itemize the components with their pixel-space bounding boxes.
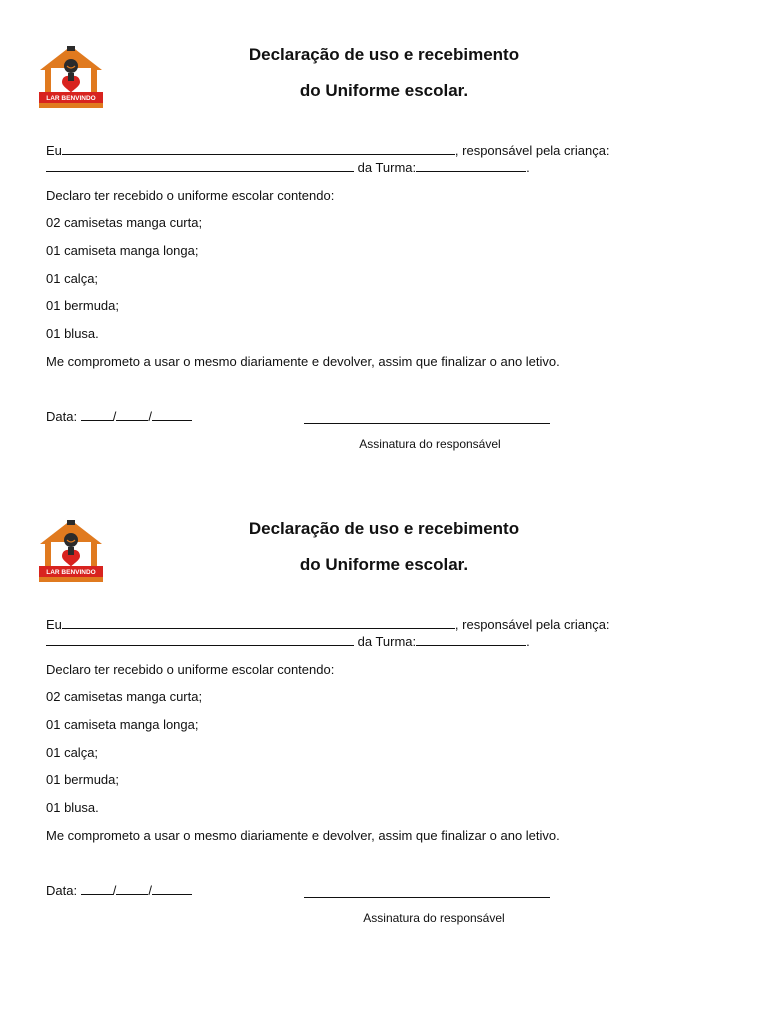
declaro-text: Declaro ter recebido o uniforme escolar contendo:	[46, 662, 335, 677]
signature-label: Assinatura do responsável	[363, 911, 505, 925]
date-year-field[interactable]	[152, 893, 192, 895]
child-class-line	[46, 634, 530, 649]
date-label: Data:	[46, 409, 81, 424]
logo-name: LAR BENVINDO	[46, 569, 96, 576]
responsible-name-line	[46, 617, 610, 632]
date-line	[46, 409, 192, 424]
responsible-label: , responsável pela criança:	[454, 617, 610, 632]
declaration-form-2	[0, 474, 768, 948]
responsible-name-field[interactable]	[62, 153, 455, 155]
date-day-field[interactable]	[81, 419, 113, 421]
logo-name: LAR BENVINDO	[46, 95, 96, 102]
turma-label: da Turma:	[354, 160, 417, 175]
turma-field[interactable]	[416, 170, 526, 172]
date-day-field[interactable]	[81, 893, 113, 895]
eu-prefix: Eu	[46, 143, 62, 158]
date-year-field[interactable]	[152, 419, 192, 421]
responsible-label: , responsável pela criança:	[454, 143, 610, 158]
turma-period: .	[526, 634, 530, 649]
responsible-name-line	[46, 143, 610, 158]
date-month-field[interactable]	[116, 419, 148, 421]
date-separator: /	[148, 409, 152, 424]
commitment-text: Me comprometo a usar o mesmo diariamente e devolver, assim que finalizar o ano letivo.	[46, 828, 560, 843]
commitment-text: Me comprometo a usar o mesmo diariamente e devolver, assim que finalizar o ano letivo.	[46, 354, 560, 369]
turma-field[interactable]	[416, 644, 526, 646]
date-separator: /	[148, 883, 152, 898]
title-line-1: Declaração de uso e recebimento	[248, 45, 520, 64]
list-item: 01 calça;	[46, 745, 99, 760]
date-label: Data:	[46, 883, 81, 898]
list-item: 01 calça;	[46, 271, 99, 286]
child-name-field[interactable]	[46, 170, 354, 172]
declaro-text: Declaro ter recebido o uniforme escolar contendo:	[46, 188, 335, 203]
title-line-1: Declaração de uso e recebimento	[248, 519, 520, 538]
responsible-name-field[interactable]	[62, 627, 455, 629]
child-name-field[interactable]	[46, 644, 354, 646]
signature-label: Assinatura do responsável	[359, 437, 501, 451]
title-line-2: do Uniforme escolar.	[299, 81, 469, 100]
list-item: 01 bermuda;	[46, 772, 119, 787]
list-item: 01 bermuda;	[46, 298, 119, 313]
declaration-form-1	[0, 0, 768, 474]
signature-field[interactable]	[304, 897, 550, 898]
eu-prefix: Eu	[46, 617, 62, 632]
turma-period: .	[526, 160, 530, 175]
child-class-line	[46, 160, 530, 175]
date-separator: /	[112, 409, 117, 424]
list-item: 02 camisetas manga curta;	[46, 689, 203, 704]
list-item: 02 camisetas manga curta;	[46, 215, 203, 230]
list-item: 01 camiseta manga longa;	[46, 717, 199, 732]
date-month-field[interactable]	[116, 893, 148, 895]
list-item: 01 blusa.	[46, 800, 99, 815]
list-item: 01 camiseta manga longa;	[46, 243, 199, 258]
date-separator: /	[112, 883, 117, 898]
title-line-2: do Uniforme escolar.	[299, 555, 469, 574]
list-item: 01 blusa.	[46, 326, 99, 341]
signature-field[interactable]	[304, 423, 550, 424]
date-line	[46, 883, 192, 898]
turma-label: da Turma:	[354, 634, 417, 649]
